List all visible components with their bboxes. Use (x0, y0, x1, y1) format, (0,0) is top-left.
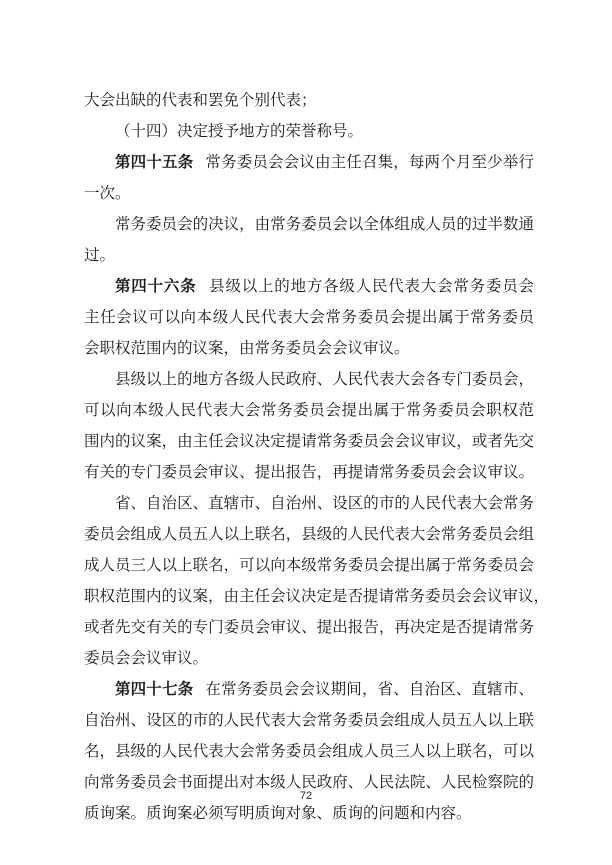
text-line: 县级以上的地方各级人民政府、人民代表大会各专门委员会， (115, 370, 534, 388)
text-line: 过。 (84, 246, 116, 264)
text-line: 有关的专门委员会审议、提出报告，再提请常务委员会会议审议。 (84, 463, 534, 481)
text-line: 名，县级的人民代表大会常务委员会组成人员三人以上联名，可以 (84, 742, 534, 760)
text-line: 省、自治区、直辖市、自治州、设区的市的人民代表大会常务 (115, 494, 534, 512)
article-45-line (115, 152, 534, 172)
text-line: 会职权范围内的议案，由常务委员会会议审议。 (84, 339, 410, 357)
text-line: 成人员三人以上联名，可以向本级常务委员会提出属于常务委员会 (84, 556, 534, 574)
article-heading: 第四十七条 (115, 679, 194, 698)
text-line: 委员会组成人员五人以上联名，县级的人民代表大会常务委员会组 (84, 525, 534, 543)
page-number: 72 (299, 790, 313, 802)
text-line: 可以向本级人民代表大会常务委员会提出属于常务委员会职权范 (84, 401, 534, 419)
text-line: 职权范围内的议案，由主任会议决定是否提请常务委员会会议审议， (84, 587, 550, 605)
article-heading: 第四十五条 (115, 152, 194, 171)
article-46-line (115, 276, 534, 296)
text-line: 向常务委员会书面提出对本级人民政府、人民法院、人民检察院的 (84, 773, 534, 791)
text-line: 主任会议可以向本级人民代表大会常务委员会提出属于常务委员 (84, 308, 534, 326)
article-47-line (115, 679, 534, 699)
text-line: 自治州、设区的市的人民代表大会常务委员会组成人员五人以上联 (84, 711, 534, 729)
text-line: 委员会会议审议。 (84, 649, 209, 667)
text-line: 一次。 (84, 184, 131, 202)
article-text: 在常务委员会会议期间，省、自治区、直辖市、 (205, 680, 534, 698)
text-line: 常务委员会的决议，由常务委员会以全体组成人员的过半数通 (115, 215, 534, 233)
article-heading: 第四十六条 (115, 276, 197, 295)
text-line: 大会出缺的代表和罢免个别代表； (84, 91, 317, 109)
text-line: 或者先交有关的专门委员会审议、提出报告，再决定是否提请常务 (84, 618, 534, 636)
text-line: 围内的议案，由主任会议决定提请常务委员会会议审议，或者先交 (84, 432, 534, 450)
article-text: 县级以上的地方各级人民代表大会常务委员会 (208, 277, 534, 295)
text-line: 质询案。质询案必须写明质询对象、质询的问题和内容。 (84, 804, 472, 822)
article-text: 常务委员会会议由主任召集，每两个月至少举行 (205, 153, 534, 171)
text-line: （十四）决定授予地方的荣誉称号。 (115, 122, 364, 140)
